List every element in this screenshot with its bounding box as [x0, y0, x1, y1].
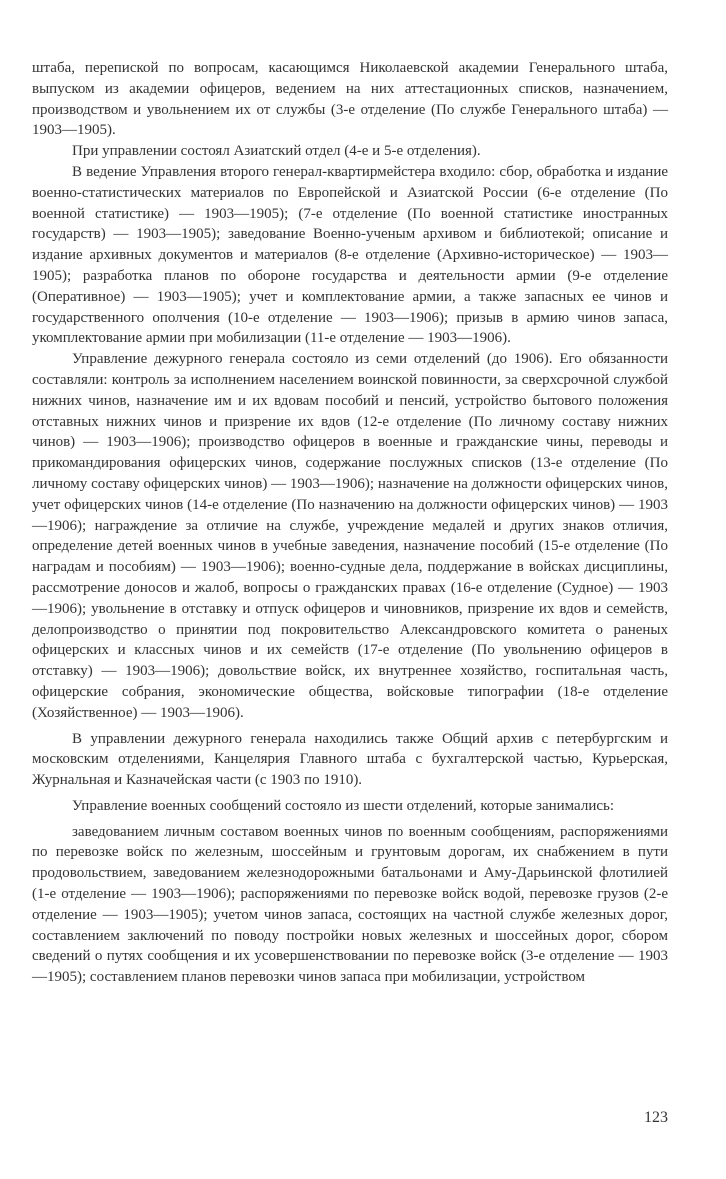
paragraph-asian-department: При управлении состоял Азиатский отдел (4-е и 5-е отделения). [72, 143, 481, 160]
paragraph-military-communications: Управление военных сообщений состояло из шести отделений, которые занимались: [72, 797, 615, 814]
document-body [32, 58, 668, 988]
paragraph-second-quartermaster: В ведение Управления второго генерал-квартирмейстера входило: сбор, обработка и издание военно-статистических материалов по Европейской и Азиатской России (6-е отделение (По военной статистике) — 1903—1905); (7-е отделение (По военной статистике иностранных государств) — 1903—1905); заведование Военно-ученым архивом и библиотекой; описание и издание архивных документов и материалов (8-е отделение (Архивно-историческое) — 1903—1905); разработка планов по обороне государства и деятельности армии (9-е отделение (Оперативное) — 1903—1905); учет и комплектование армии, а также запасных ее чинов и государственного ополчения (10-е отделение — 1903—1906); призыв в армию чинов запаса, укомплектование армии при мобилизации (11-е отделение — 1903—1906). [32, 163, 668, 347]
paragraph-general-archive: В управлении дежурного генерала находились также Общий архив с петербургским и московским отделениями, Канцелярия Главного штаба с бухгалтерской частью, Курьерская, Журнальная и Казначейская части (с 1903 по 1910). [32, 730, 668, 789]
paragraph-general-staff-service: штаба, перепиской по вопросам, касающимся Николаевской академии Генерального штаба, выпуском из академии офицеров, ведением на них аттестационных списков, назначением, производством и увольнением их от службы (3-е отделение (По службе Генерального штаба) — 1903—1905). [32, 60, 668, 139]
paragraph-communications-duties: заведованием личным составом военных чинов по военным сообщениям, распоряжениями по перевозке войск по железным, шоссейным и грунтовым дорогам, их снабжением в пути продовольствием, заведованием железнодорожными батальонами и Аму-Дарьинской флотилией (1-е отделение — 1903—1906); распоряжениями по перевозке войск водой, перевозке грузов (2-е отделение — 1903—1905); учетом чинов запаса, состоящих на частной службе железных дорог, составлением заключений по поводу постройки новых железных и шоссейных дорог, сбором сведений о путях сообщения и их усовершенствовании по перевозке войск (3-е отделение — 1903—1905); составлением планов перевозки чинов запаса при мобилизации, устройством [32, 823, 668, 986]
paragraph-duty-general: Управление дежурного генерала состояло из семи отделений (до 1906). Его обязанности составляли: контроль за исполнением населением воинской повинности, за сверхсрочной службой нижних чинов, назначение им и их вдовам пособий и пенсий, устройство бытового положения отставных нижних чинов и призрение их вдов (12-е отделение (По личному составу нижних чинов) — 1903—1906); производство офицеров в военные и гражданские чины, переводы и прикомандирования офицерских чинов, содержание послужных списков (13-е отделение (По личному составу офицерских чинов) — 1903—1906); назначение на должности офицерских чинов, учет офицерских чинов (14-е отделение (По назначению на должности офицерских чинов) — 1903—1906); награждение за отличие на службе, учреждение медалей и других знаков отличия, определение детей военных чинов в учебные заведения, назначение пособий (15-е отделение (По наградам и пособиям) — 1903—1906); военно-судные дела, поддержание в войсках дисциплины, рассмотрение доносов и жалоб, вопросы о гражданских правах (16-е отделение (Судное) — 1903—1906); увольнение в отставку и отпуск офицеров и чиновников, призрение их вдов и семейств, делопроизводство о принятии под покровительство Александровского комитета о раненых офицерских и классных чинов и их семейств (17-е отделение (По увольнению офицеров в отставку) — 1903—1906); довольствие войск, их внутреннее хозяйство, госпитальная часть, офицерские собрания, экономические общества, войсковые типографии (18-е отделение (Хозяйственное) — 1903—1906). [32, 351, 668, 721]
page-number: 123 [644, 1109, 668, 1126]
